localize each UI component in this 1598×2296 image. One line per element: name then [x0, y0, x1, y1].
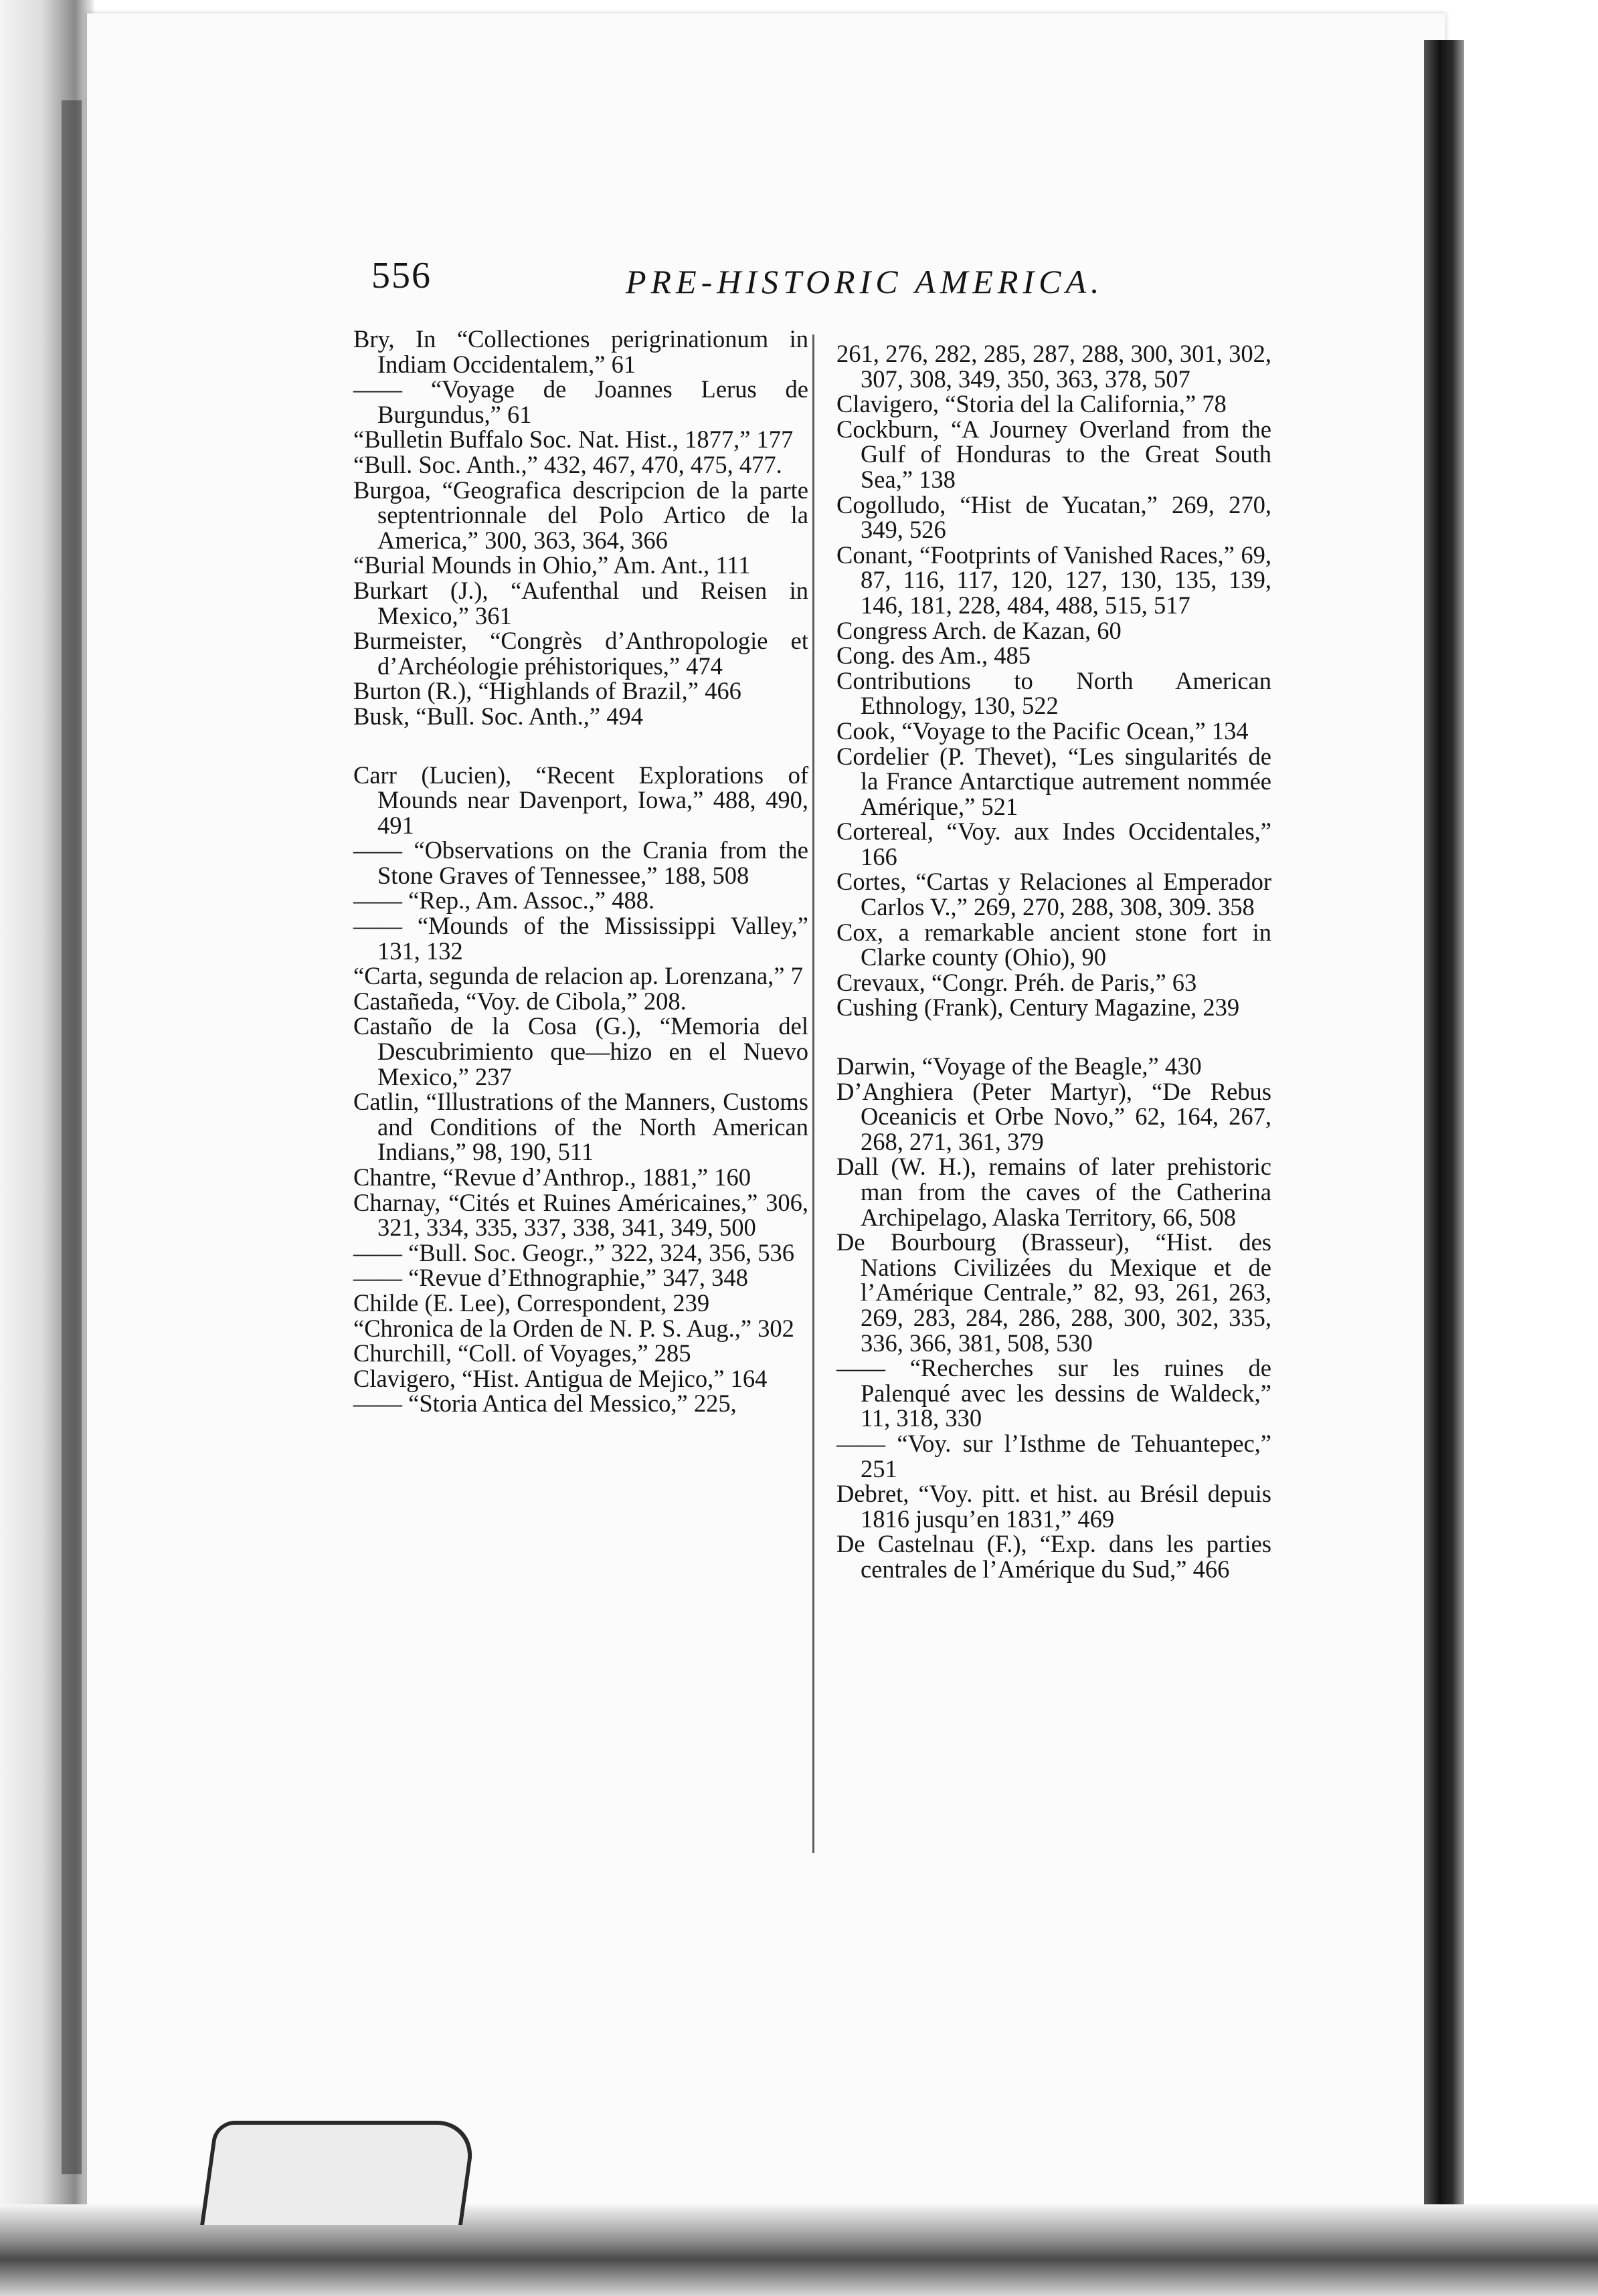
index-entry: Castañeda, “Voy. de Cibola,” 208. [353, 987, 687, 1015]
index-entry: Charnay, “Cités et Ruines Américaines,” 306, 321, 334, 335, 337, 338, 341, 349, 500 [353, 1188, 808, 1242]
index-entry: 261, 276, 282, 285, 287, 288, 300, 301, 302, 307, 308, 349, 350, 363, 378, 507 [836, 340, 1271, 393]
index-entry: Churchill, “Coll. of Voyages,” 285 [353, 1339, 691, 1367]
page-number: 556 [371, 255, 432, 296]
index-entry: —— “Voyage de Joannes Lerus de Burgundus,” 61 [353, 375, 808, 428]
index-entry: Cockburn, “A Journey Overland from the Gulf of Honduras to the Great South Sea,” 138 [836, 415, 1271, 493]
index-entry: Castaño de la Cosa (G.), “Memoria del Descubrimiento que—hizo en el Nuevo Mexico,” 237 [353, 1012, 808, 1090]
index-entry: Contributions to North American Ethnology, 130, 522 [836, 666, 1271, 720]
facing-page-edge [1464, 0, 1598, 2296]
index-entry: —— “Rep., Am. Assoc.,” 488. [353, 886, 655, 915]
index-entry: Darwin, “Voyage of the Beagle,” 430 [836, 1052, 1202, 1080]
index-entry: “Bulletin Buffalo Soc. Nat. Hist., 1877,” 177 [353, 425, 794, 454]
index-entry: D’Anghiera (Peter Martyr), “De Rebus Oceanicis et Orbe Novo,” 62, 164, 267, 268, 271, 361, 379 [836, 1077, 1271, 1155]
index-entry: Cordelier (P. Thevet), “Les singularités de la France Antarctique autrement nommée Amérique,” 521 [836, 742, 1271, 820]
section-gap [353, 729, 808, 763]
section-gap [836, 1020, 1271, 1054]
index-entry: “Carta, segunda de relacion ap. Lorenzana,” 7 [353, 962, 803, 990]
index-entry: —— “Storia Antica del Messico,” 225, [353, 1390, 737, 1418]
index-entry: Childe (E. Lee), Correspondent, 239 [353, 1288, 710, 1317]
index-entry: Cook, “Voyage to the Pacific Ocean,” 134 [836, 716, 1249, 745]
index-entry: “Bull. Soc. Anth.,” 432, 467, 470, 475, 477. [353, 450, 782, 478]
running-head: PRE-HISTORIC AMERICA. [626, 263, 1104, 300]
index-entry: Cong. des Am., 485 [836, 642, 1031, 670]
index-column-left [353, 326, 808, 1416]
paper-clip-flap [200, 2121, 477, 2225]
index-entry: —— “Revue d’Ethnographie,” 347, 348 [353, 1264, 748, 1292]
scan-left-shadow [62, 100, 82, 2174]
index-entry: Conant, “Footprints of Vanished Races,” 69, 87, 116, 117, 120, 127, 130, 135, 139, 146, 181, 228, 484, 488, 515, 517 [836, 541, 1271, 619]
index-entry: Chantre, “Revue d’Anthrop., 1881,” 160 [353, 1163, 751, 1191]
index-entry: Cushing (Frank), Century Magazine, 239 [836, 993, 1240, 1022]
index-entry: Dall (W. H.), remains of later prehistoric man from the caves of the Catherina Archipelago, Alaska Territory, 66, 508 [836, 1153, 1271, 1231]
index-entry: —— “Voy. sur l’Isthme de Tehuantepec,” 251 [836, 1429, 1271, 1482]
index-entry: Cortereal, “Voy. aux Indes Occidentales,” 166 [836, 818, 1271, 870]
index-entry: De Bourbourg (Brasseur), “Hist. des Nations Civilizées du Mexique et de l’Amérique Centrale,” 82, 93, 261, 263, 269, 283, 284, 286, 288, 300, 302, 335, 336, 366, 381, 508, 530 [836, 1228, 1271, 1357]
book-spine-shadow [1424, 40, 1464, 2268]
column-divider [812, 334, 814, 1853]
index-entry: “Burial Mounds in Ohio,” Am. Ant., 111 [353, 551, 751, 579]
index-entry: Bry, In “Collectiones perigrinationum in Indiam Occidentalem,” 61 [353, 325, 808, 378]
index-entry: Cortes, “Cartas y Relaciones al Emperador Carlos V.,” 269, 270, 288, 308, 309. 358 [836, 868, 1271, 921]
index-entry: Congress Arch. de Kazan, 60 [836, 616, 1122, 644]
index-column-right [836, 341, 1271, 1582]
index-entry: Crevaux, “Congr. Préh. de Paris,” 63 [836, 968, 1197, 996]
index-entry: Catlin, “Illustrations of the Manners, Customs and Conditions of the North American Indians,” 98, 190, 511 [353, 1088, 808, 1166]
index-entry: —— “Observations on the Crania from the Stone Graves of Tennessee,” 188, 508 [353, 836, 808, 889]
index-entry: Busk, “Bull. Soc. Anth.,” 494 [353, 702, 643, 730]
index-entry: —— “Recherches sur les ruines de Palenqué avec les dessins de Waldeck,” 11, 318, 330 [836, 1354, 1271, 1432]
index-entry: Clavigero, “Storia del la California,” 78 [836, 390, 1227, 418]
index-entry: Burkart (J.), “Aufenthal und Reisen in Mexico,” 361 [353, 576, 808, 630]
index-entry: Clavigero, “Hist. Antigua de Mejico,” 164 [353, 1364, 768, 1392]
index-entry: Burgoa, “Geografica descripcion de la parte septentrionnale del Polo Artico de la America,” 300, 363, 364, 366 [353, 476, 808, 554]
index-entry: Burmeister, “Congrès d’Anthropologie et d’Archéologie préhistoriques,” 474 [353, 627, 808, 680]
index-entry: Cogolludo, “Hist de Yucatan,” 269, 270, 349, 526 [836, 490, 1271, 544]
index-entry: Debret, “Voy. pitt. et hist. au Brésil depuis 1816 jusqu’en 1831,” 469 [836, 1480, 1271, 1533]
index-entry: —— “Bull. Soc. Geogr.,” 322, 324, 356, 536 [353, 1238, 794, 1266]
index-entry: “Chronica de la Orden de N. P. S. Aug.,” 302 [353, 1314, 794, 1342]
index-entry: —— “Mounds of the Mississippi Valley,” 131, 132 [353, 912, 808, 965]
index-entry: Burton (R.), “Highlands of Brazil,” 466 [353, 677, 741, 705]
index-entry: De Castelnau (F.), “Exp. dans les parties centrales de l’Amérique du Sud,” 466 [836, 1530, 1271, 1583]
index-entry: Cox, a remarkable ancient stone fort in Clarke county (Ohio), 90 [836, 918, 1271, 971]
index-entry: Carr (Lucien), “Recent Explorations of Mounds near Davenport, Iowa,” 488, 490, 491 [353, 761, 808, 839]
